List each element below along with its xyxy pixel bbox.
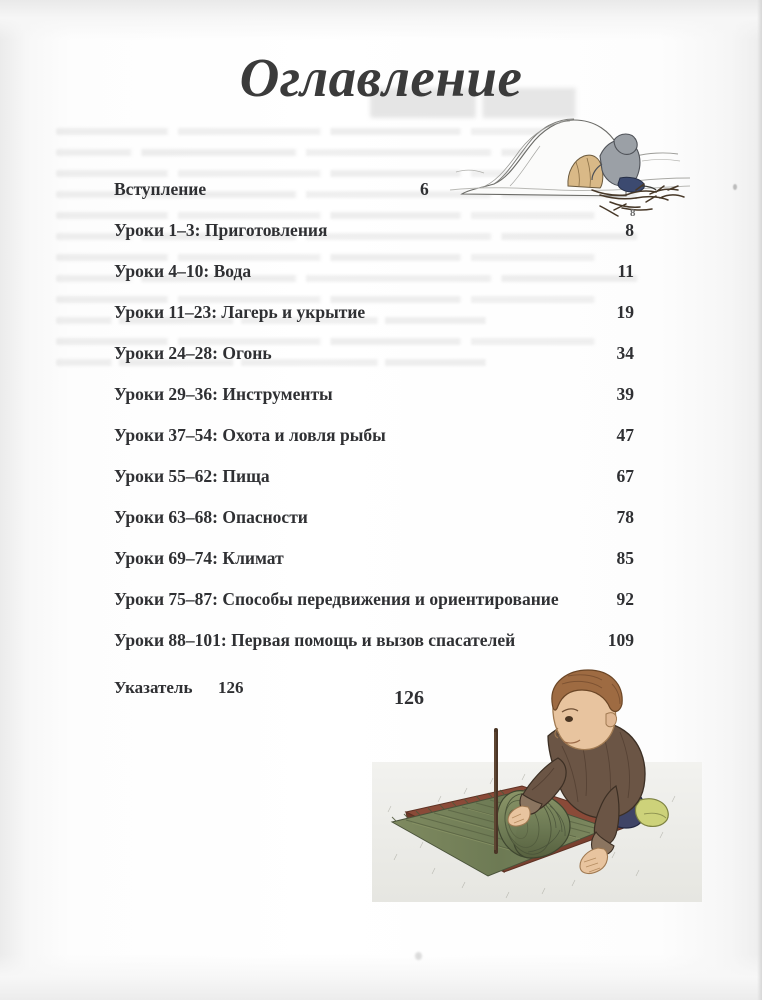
toc-entry-page: 78 <box>616 507 634 527</box>
toc-entry-label: Уроки 4–10: Вода <box>114 261 252 281</box>
toc-entry-label: Уроки 75–87: Способы передвижения и ориентирование <box>114 589 559 609</box>
toc-entry-page: 126 <box>218 678 244 697</box>
toc-entry-label: Уроки 88–101: Первая помощь и вызов спасателей <box>114 630 516 650</box>
toc-entry[interactable] <box>114 217 634 258</box>
toc-entry[interactable] <box>114 258 634 299</box>
toc-entry-label: Уроки 55–62: Пища <box>114 466 270 486</box>
toc-entry[interactable] <box>114 381 634 422</box>
toc-entry[interactable] <box>114 504 634 545</box>
toc-entry-label: Уроки 1–3: Приготовления <box>114 220 328 240</box>
toc-entry[interactable] <box>114 299 634 340</box>
toc-entry[interactable] <box>114 176 634 217</box>
toc-entry-page: 47 <box>616 425 634 445</box>
toc-entry-label: Уроки 63–68: Опасности <box>114 507 308 527</box>
page-right-edge <box>757 0 762 1000</box>
toc-entry-label: Вступление <box>114 179 207 199</box>
toc-entry-label: Уроки 69–74: Климат <box>114 548 284 568</box>
svg-text:126: 126 <box>394 687 424 709</box>
page-bottom-shadow <box>0 954 762 1000</box>
toc-entry[interactable] <box>114 627 634 668</box>
toc-entry[interactable] <box>114 340 634 381</box>
scan-speck <box>733 184 737 190</box>
page-title: Оглавление <box>239 47 523 108</box>
toc-entry-index[interactable] <box>114 675 634 716</box>
toc-entry-label: Уроки 24–28: Огонь <box>114 343 272 363</box>
svg-text:8: 8 <box>630 207 636 218</box>
toc-entry[interactable] <box>114 586 634 627</box>
toc-entry-label: Уроки 37–54: Охота и ловля рыбы <box>114 425 386 445</box>
toc-entry[interactable] <box>114 545 634 586</box>
toc-entry-page: 19 <box>616 302 634 322</box>
toc-entry-page: 109 <box>607 630 634 650</box>
toc-entry-page: 67 <box>616 466 634 486</box>
toc-entry-page: 6 <box>420 179 429 199</box>
toc-entry-page: 11 <box>617 261 634 281</box>
toc-entry-page: 8 <box>625 220 634 240</box>
page-top-shadow <box>0 0 762 40</box>
toc-entry[interactable] <box>114 463 634 504</box>
toc-entry-page: 39 <box>616 384 634 404</box>
scan-speck <box>415 952 422 960</box>
toc-entry-label: Указатель <box>114 678 193 697</box>
toc-entry-page: 92 <box>616 589 634 609</box>
toc-entry-label: Уроки 29–36: Инструменты <box>114 384 333 404</box>
table-of-contents <box>114 176 634 716</box>
toc-entry-page: 85 <box>616 548 634 568</box>
toc-entry-label: Уроки 11–23: Лагерь и укрытие <box>114 302 366 322</box>
toc-entry[interactable] <box>114 422 634 463</box>
toc-entry-page: 34 <box>616 343 634 363</box>
